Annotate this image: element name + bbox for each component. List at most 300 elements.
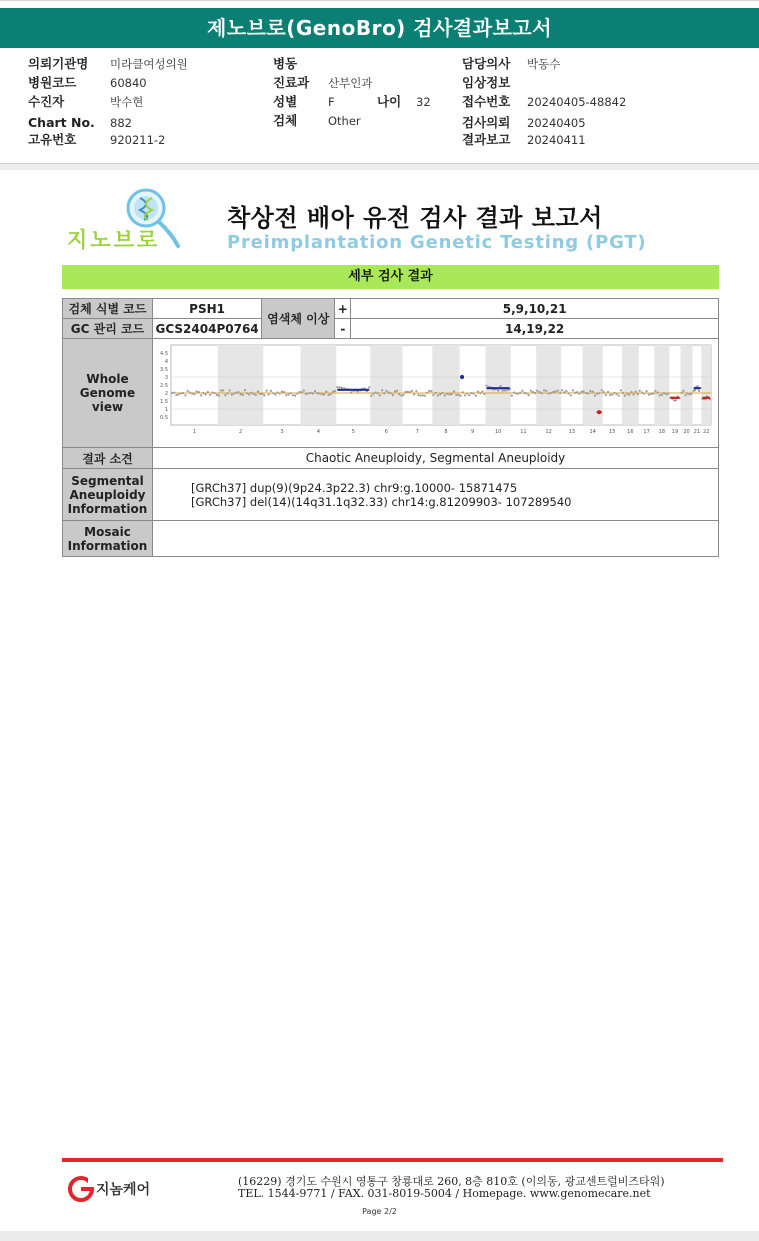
data-point: [483, 393, 485, 395]
chromosome-shade: [681, 345, 693, 425]
data-point: [193, 393, 195, 395]
data-point: [656, 392, 658, 394]
data-point: [609, 394, 611, 396]
data-point: [435, 392, 437, 394]
data-point: [189, 391, 191, 393]
data-point: [534, 392, 536, 394]
data-point: [665, 393, 667, 395]
finding-value: Chaotic Aneuploidy, Segmental Aneuploidy: [153, 448, 719, 469]
x-tick-label: 19: [671, 429, 679, 435]
data-point: [592, 391, 594, 393]
data-point: [398, 393, 400, 395]
data-point: [422, 394, 424, 396]
top-band: [0, 0, 759, 8]
data-point: [387, 391, 389, 393]
info-label-age: 나이: [377, 94, 402, 109]
footer-contact: TEL. 1544-9771 / FAX. 031-8019-5004 / Homepage. www.genomecare.net: [238, 1187, 651, 1200]
plus-value: 5,9,10,21: [351, 299, 719, 319]
data-point: [409, 391, 411, 393]
info-label: Chart No.: [28, 115, 95, 130]
data-point: [182, 392, 184, 394]
info-label: 임상정보: [462, 75, 511, 90]
data-point: [455, 394, 457, 396]
data-point: [415, 390, 417, 392]
data-point: [424, 395, 426, 397]
x-tick-label: 17: [643, 429, 650, 435]
data-point: [605, 394, 607, 396]
segmental-line: [GRCh37] dup(9)(9p24.3p22.3) chr9:g.10000- 15871475: [191, 480, 518, 495]
bottom-band: [0, 1231, 759, 1241]
page-number: Page 2/2: [362, 1207, 397, 1216]
data-point: [216, 394, 218, 396]
mosaic-label: Mosaic Information: [63, 521, 153, 557]
y-tick-label: 3.5: [160, 367, 168, 373]
data-point: [202, 392, 204, 394]
y-tick-label: 2.5: [160, 383, 168, 389]
data-point: [477, 390, 479, 392]
chromosome-shade: [301, 345, 337, 425]
data-point: [178, 393, 180, 395]
info-value: 60840: [110, 76, 147, 90]
data-point: [375, 391, 377, 393]
y-tick-label: 1: [164, 407, 168, 413]
data-point: [680, 392, 682, 394]
info-label: 결과보고: [462, 132, 511, 147]
x-tick-label: 2: [238, 429, 243, 435]
info-value-age: 32: [416, 95, 431, 109]
table-row: [63, 469, 719, 521]
info-value: 박수현: [110, 95, 144, 109]
data-point: [175, 394, 177, 396]
data-point: [517, 393, 519, 395]
report-title: 착상전 배아 유전 검사 결과 보고서: [227, 204, 603, 232]
x-tick-label: 12: [545, 429, 552, 435]
y-tick-label: 4.5: [160, 351, 168, 357]
data-point: [690, 393, 692, 395]
data-point: [513, 391, 515, 393]
data-point: [307, 392, 309, 394]
data-point: [327, 394, 329, 396]
x-tick-label: 8: [444, 429, 448, 435]
table-row: [63, 299, 719, 319]
data-point: [432, 394, 434, 396]
data-point: [521, 390, 523, 392]
data-point: [420, 394, 422, 396]
data-point: [519, 392, 521, 394]
data-point: [630, 391, 632, 393]
data-point: [334, 390, 336, 392]
info-value: 20240405: [527, 116, 586, 130]
data-point: [338, 386, 340, 388]
data-point: [265, 390, 267, 392]
data-point: [511, 395, 513, 397]
data-point: [601, 389, 603, 391]
data-point: [572, 389, 574, 391]
chromosome-shade: [536, 345, 561, 425]
data-point: [300, 391, 302, 393]
data-point: [205, 393, 207, 395]
data-point: [675, 399, 677, 401]
info-value: F: [328, 95, 335, 109]
x-tick-label: 9: [470, 429, 475, 435]
data-point: [405, 391, 407, 393]
data-point: [543, 389, 545, 391]
data-point: [244, 389, 246, 391]
data-point: [439, 393, 441, 395]
gc-code-value: GCS2404P0764: [153, 319, 262, 339]
data-point: [198, 391, 200, 393]
data-point: [639, 390, 641, 392]
report-subtitle: Preimplantation Genetic Testing (PGT): [227, 232, 647, 253]
data-point: [332, 390, 334, 392]
x-tick-label: 3: [280, 429, 284, 435]
data-point: [646, 390, 648, 392]
data-point: [312, 392, 314, 394]
data-point: [318, 392, 320, 394]
data-point: [568, 392, 570, 394]
data-point: [350, 391, 352, 393]
x-tick-label: 15: [609, 429, 616, 435]
data-point: [504, 390, 506, 392]
data-point: [648, 394, 650, 396]
data-point: [428, 390, 430, 392]
data-point: [292, 394, 294, 396]
data-point: [526, 392, 528, 394]
data-point: [336, 386, 338, 388]
chromosome-shade: [622, 345, 639, 425]
mosaic-value: [153, 521, 719, 557]
data-point: [697, 385, 699, 387]
data-point: [607, 391, 609, 393]
data-point: [246, 392, 248, 394]
data-point: [628, 394, 630, 396]
data-point: [377, 392, 379, 394]
data-point: [585, 392, 587, 394]
data-point: [622, 392, 624, 394]
section-title: 세부 검사 결과: [62, 265, 719, 289]
data-point: [637, 393, 639, 395]
data-point: [618, 395, 620, 397]
data-point: [613, 392, 615, 394]
data-point: [654, 390, 656, 392]
table-row: [63, 319, 719, 339]
data-point: [550, 392, 552, 394]
document-title: 제노브로(GenoBro) 검사결과보고서: [0, 8, 759, 48]
x-tick-label: 14: [589, 429, 596, 435]
data-point: [603, 391, 605, 393]
x-tick-label: 5: [351, 429, 355, 435]
data-point: [523, 392, 525, 394]
data-point: [446, 393, 448, 395]
data-point: [596, 393, 598, 395]
data-point: [294, 394, 296, 396]
minus-value: 14,19,22: [351, 319, 719, 339]
data-point: [652, 392, 654, 394]
footer-divider: [62, 1158, 723, 1162]
data-point: [385, 390, 387, 392]
data-point: [263, 394, 265, 396]
data-point: [394, 390, 396, 392]
data-point: [587, 392, 589, 394]
footer-address: (16229) 경기도 수원시 영통구 창룡대로 260, 8층 810호 (이의동, 광교센트럴비즈타워): [238, 1175, 665, 1188]
data-point: [437, 394, 439, 396]
info-value: 20240405-48842: [527, 95, 627, 109]
info-row-specimen: [273, 112, 361, 130]
data-point: [682, 390, 684, 392]
abnormality-label: 염색체 이상: [262, 299, 335, 339]
data-point: [460, 395, 462, 397]
data-point: [561, 389, 563, 391]
gc-code-label: GC 관리 코드: [63, 319, 153, 339]
info-label: 의뢰기관명: [28, 56, 89, 71]
x-tick-label: 4: [316, 429, 321, 435]
data-point: [557, 390, 559, 392]
data-point: [341, 387, 343, 389]
data-point: [538, 391, 540, 393]
result-table: [62, 298, 719, 557]
info-label: 수진자: [28, 94, 65, 109]
info-value: 산부인과: [328, 76, 373, 90]
data-point: [270, 390, 272, 392]
data-point: [381, 389, 383, 391]
info-value: 20240411: [527, 133, 586, 147]
data-point: [441, 392, 443, 394]
data-point: [290, 392, 292, 394]
data-point: [563, 391, 565, 393]
data-point: [473, 392, 475, 394]
data-point: [287, 393, 289, 395]
info-row-doctor: [462, 55, 560, 73]
specimen-id-value: PSH1: [153, 299, 262, 319]
data-point: [171, 392, 173, 394]
data-point: [594, 394, 596, 396]
info-row-patient: [28, 93, 143, 111]
genobro-logo: [64, 186, 184, 252]
data-point: [611, 394, 613, 396]
data-point: [231, 394, 233, 396]
data-point: [468, 394, 470, 396]
data-point: [552, 391, 554, 393]
chromosome-shade: [486, 345, 511, 425]
data-point: [453, 390, 455, 392]
data-point: [574, 392, 576, 394]
x-tick-label: 13: [568, 429, 576, 435]
whole-genome-chart: [153, 339, 718, 444]
data-point: [559, 392, 561, 394]
data-point: [396, 390, 398, 392]
data-point: [196, 390, 198, 392]
data-point: [444, 394, 446, 396]
info-row-clinical: [462, 74, 527, 92]
footer-logo-text: 지놈케어: [96, 1182, 151, 1198]
data-point: [259, 393, 261, 395]
y-tick-label: 1.5: [160, 399, 168, 405]
data-point: [632, 393, 634, 395]
data-point: [694, 389, 696, 391]
chromosome-shade: [218, 345, 264, 425]
data-point: [257, 390, 259, 392]
data-point: [209, 394, 211, 396]
data-point: [497, 389, 499, 391]
data-point: [554, 390, 556, 392]
data-point: [226, 392, 228, 394]
data-point: [411, 390, 413, 392]
data-point: [279, 392, 281, 394]
x-tick-label: 16: [627, 429, 634, 435]
data-point: [402, 394, 404, 396]
data-point: [545, 390, 547, 392]
info-label: 담당의사: [462, 56, 511, 71]
data-point: [237, 391, 239, 393]
info-row-hospital-code: [28, 74, 147, 92]
y-tick-label: 0.5: [160, 415, 168, 421]
data-point: [274, 393, 276, 395]
info-row-report-date: [462, 131, 586, 149]
data-point: [598, 392, 600, 394]
data-point: [248, 393, 250, 395]
data-point: [530, 390, 532, 392]
data-point: [239, 393, 241, 395]
data-point: [624, 395, 626, 397]
info-label: 병동: [273, 56, 298, 71]
plus-sign: +: [335, 299, 351, 319]
data-point: [570, 394, 572, 396]
y-tick-label: 3: [164, 375, 168, 381]
data-point: [659, 394, 661, 396]
data-point: [296, 392, 298, 394]
info-row-request-date: [462, 114, 586, 132]
genome-chart-cell: [153, 339, 719, 448]
data-point: [220, 389, 222, 391]
data-point: [413, 393, 415, 395]
data-point: [173, 392, 175, 394]
table-row: [63, 339, 719, 448]
info-value: 박동수: [527, 57, 561, 71]
data-point: [191, 392, 193, 394]
data-point: [400, 395, 402, 397]
info-label: 성별: [273, 94, 298, 109]
data-point: [218, 394, 220, 396]
data-point: [392, 394, 394, 396]
data-point: [448, 393, 450, 395]
info-value: 882: [110, 116, 132, 130]
y-tick-label: 4: [164, 359, 168, 365]
data-point: [661, 394, 663, 396]
data-point: [548, 392, 550, 394]
segmental-info: [153, 469, 719, 521]
data-point: [330, 393, 332, 395]
data-point: [620, 389, 622, 391]
data-point: [211, 392, 213, 394]
data-point: [643, 392, 645, 394]
specimen-id-label: 검체 식별 코드: [63, 299, 153, 319]
info-row-receipt-no: [462, 93, 626, 111]
data-point: [615, 393, 617, 395]
data-point: [255, 394, 257, 396]
x-tick-label: 10: [494, 429, 502, 435]
data-point: [481, 391, 483, 393]
data-point: [686, 392, 688, 394]
data-point: [200, 394, 202, 396]
data-point: [298, 391, 300, 393]
data-point: [451, 393, 453, 395]
x-tick-label: 20: [683, 429, 690, 435]
data-point: [372, 393, 374, 395]
data-point: [305, 393, 307, 395]
data-point: [528, 394, 530, 396]
data-point: [430, 390, 432, 392]
section-separator: [0, 163, 759, 170]
data-point: [316, 392, 318, 394]
data-point: [235, 392, 237, 394]
x-tick-label: 6: [384, 429, 388, 435]
table-row: [63, 448, 719, 469]
info-value: Other: [328, 114, 361, 128]
info-row-institution: [28, 55, 188, 73]
data-point: [323, 393, 325, 395]
data-point: [485, 385, 487, 387]
x-tick-label: 21: [693, 429, 701, 435]
data-point: [541, 392, 543, 394]
data-point: [224, 394, 226, 396]
data-point: [321, 393, 323, 395]
data-point: [578, 393, 580, 395]
data-point: [417, 394, 419, 396]
data-point: [462, 391, 464, 393]
data-point: [502, 389, 504, 391]
data-point: [464, 394, 466, 396]
data-point: [536, 390, 538, 392]
data-point: [580, 390, 582, 392]
data-point: [250, 392, 252, 394]
data-point: [325, 391, 327, 393]
data-point: [379, 394, 381, 396]
chromosome-shade: [654, 345, 669, 425]
data-point: [285, 394, 287, 396]
data-point: [407, 391, 409, 393]
data-point: [233, 392, 235, 394]
data-point: [479, 392, 481, 394]
data-point: [276, 391, 278, 393]
info-row-chart-no: [28, 114, 132, 132]
data-point: [426, 392, 428, 394]
data-point: [582, 390, 584, 392]
info-row-department: [273, 74, 372, 92]
data-point: [303, 389, 305, 391]
info-row-sex: [273, 93, 431, 111]
data-point: [635, 391, 637, 393]
data-point: [641, 391, 643, 393]
info-value: 미라클여성의원: [110, 57, 188, 71]
data-point: [187, 390, 189, 392]
minus-sign: -: [335, 319, 351, 339]
x-tick-label: 11: [520, 429, 527, 435]
genomecare-logo: [66, 1174, 176, 1204]
data-point: [667, 392, 669, 394]
data-point: [283, 391, 285, 393]
data-point: [207, 391, 209, 393]
x-tick-label: 18: [658, 429, 666, 435]
data-point: [458, 394, 460, 396]
info-label: 진료과: [273, 75, 310, 90]
data-point: [314, 390, 316, 392]
data-point: [253, 393, 255, 395]
data-point: [475, 395, 477, 397]
y-tick-label: 2: [164, 391, 168, 397]
data-point: [515, 392, 517, 394]
data-point: [470, 392, 472, 394]
info-label: 검사의뢰: [462, 115, 511, 130]
